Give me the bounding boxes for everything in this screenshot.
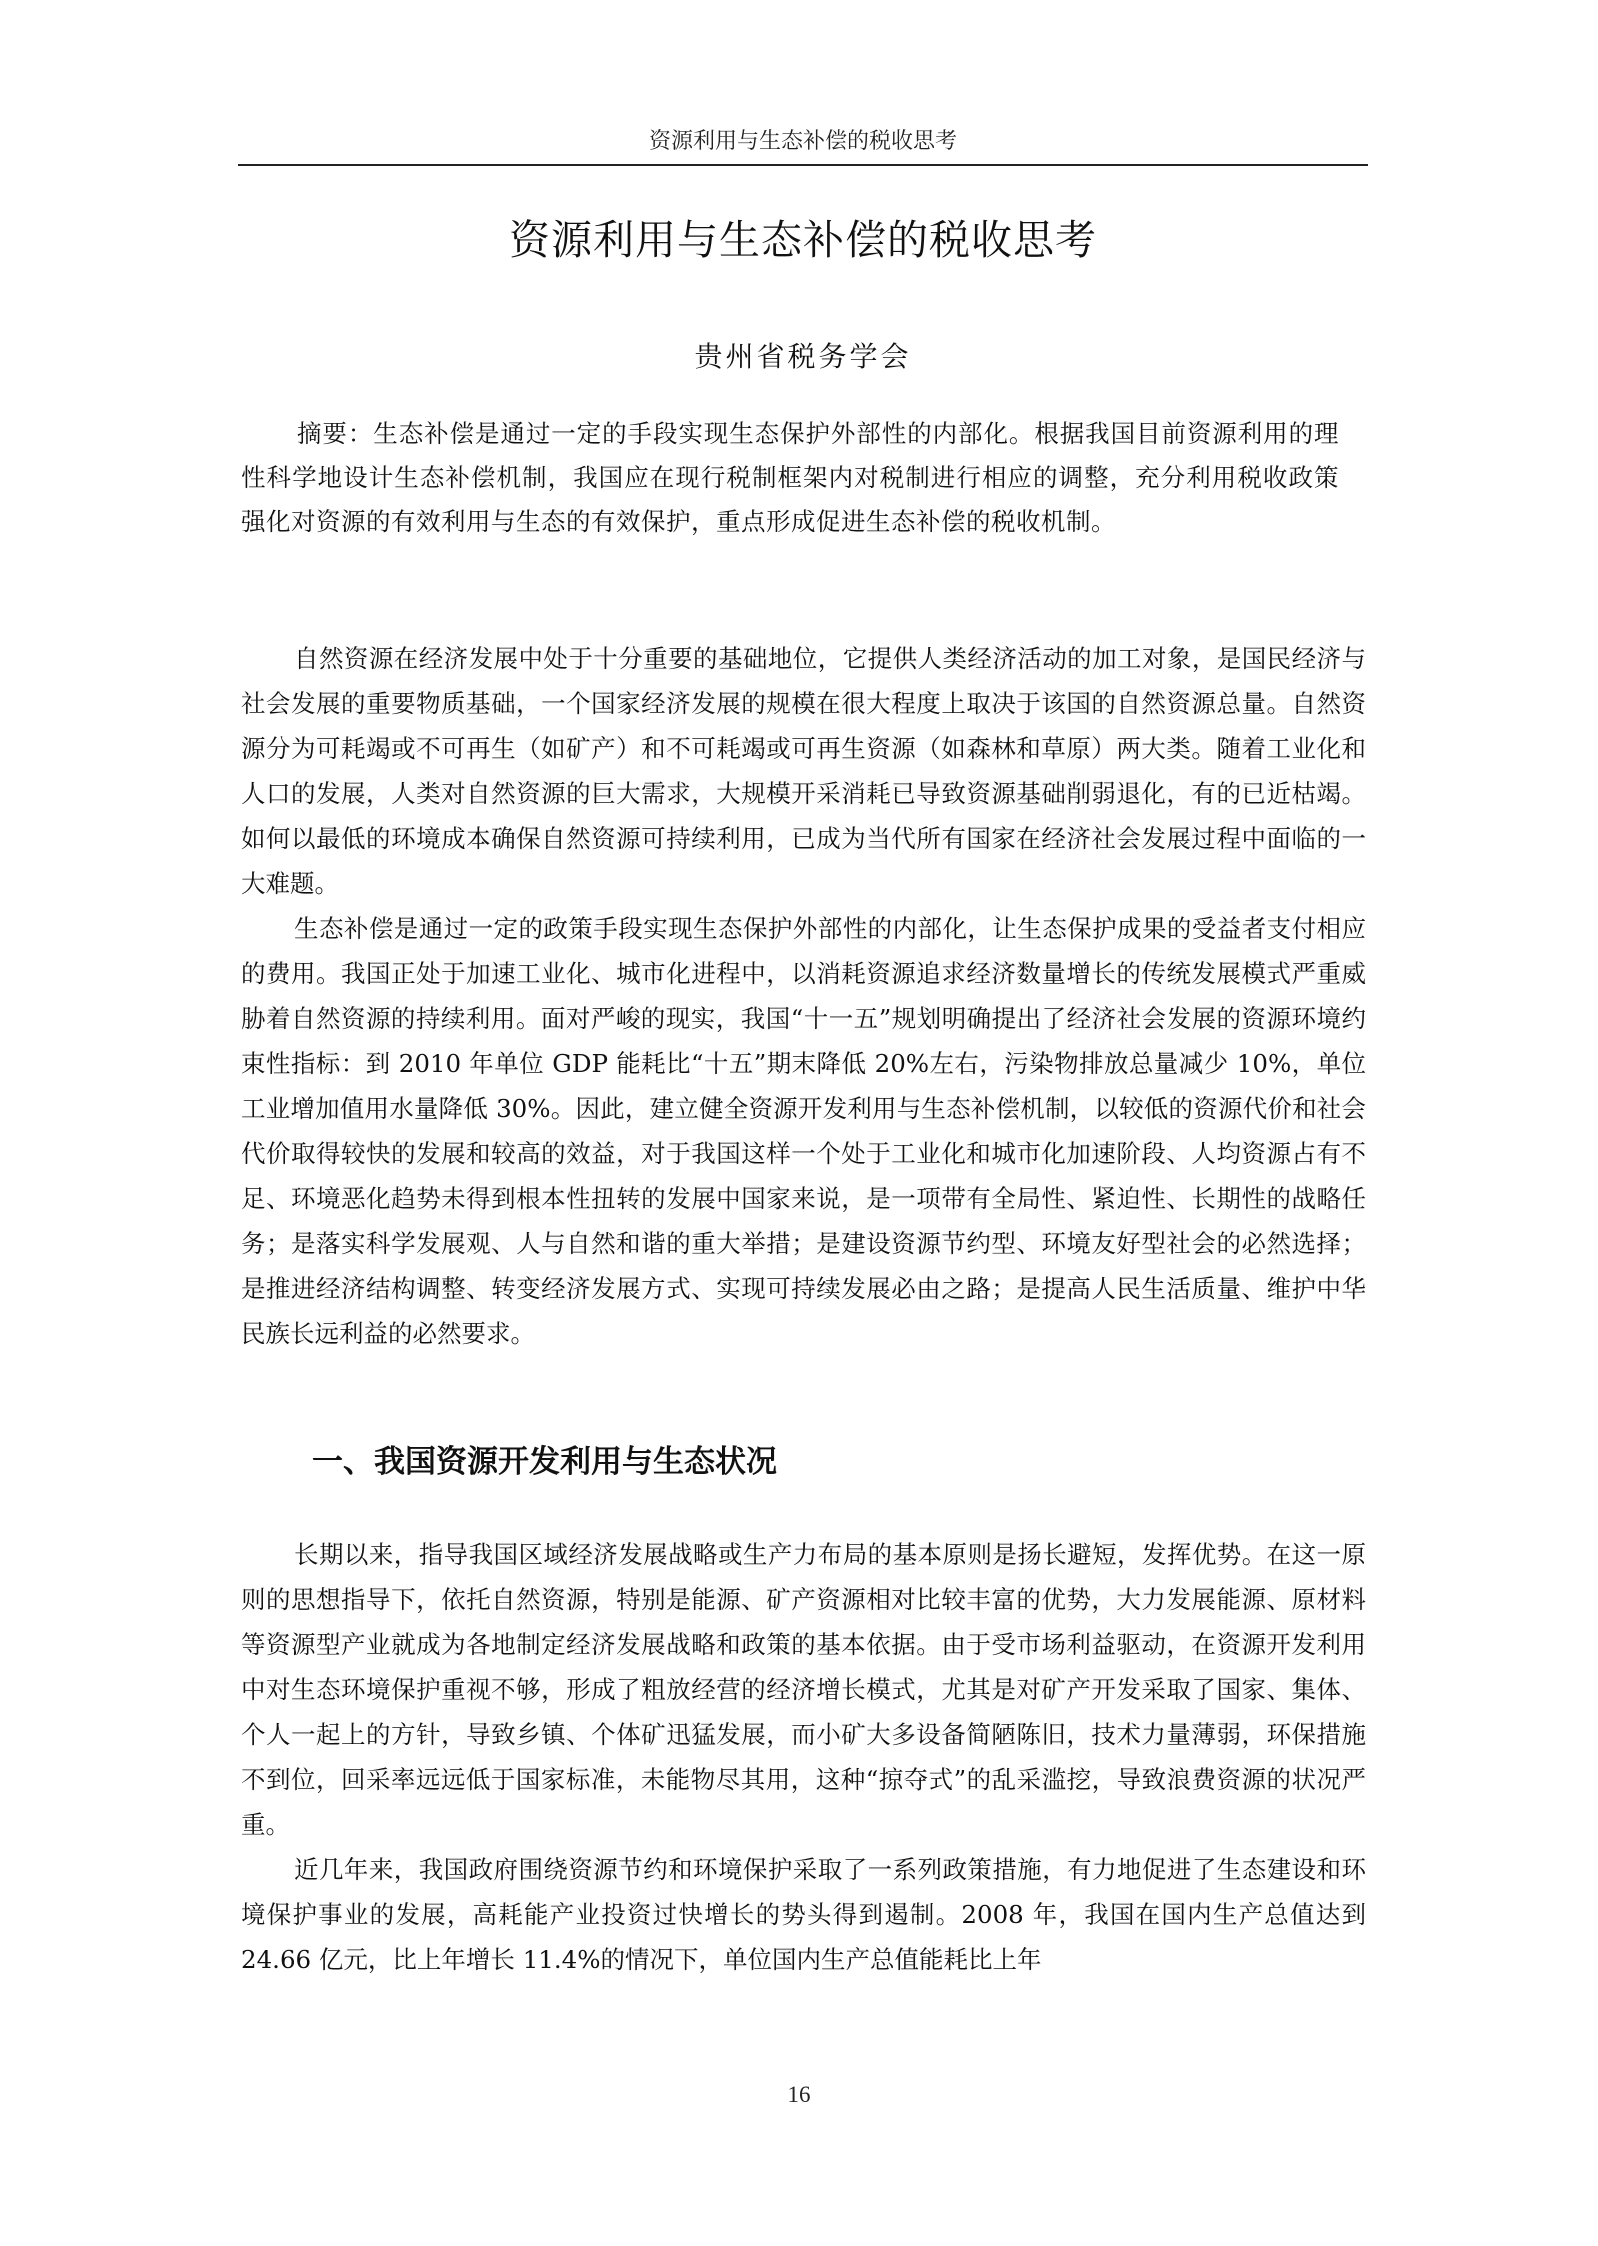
running-header: 资源利用与生态补偿的税收思考 — [238, 124, 1368, 166]
section-heading: 一、我国资源开发利用与生态状况 — [312, 1444, 777, 1480]
intro-section — [241, 636, 1366, 1356]
section-paragraph: 长期以来，指导我国区域经济发展战略或生产力布局的基本原则是扬长避短，发挥优势。在这一原则的思想指导下，依托自然资源，特别是能源、矿产资源相对比较丰富的优势，大力发展能源、原材料等资源型产业就成为各地制定经济发展战略和政策的基本依据。由于受市场利益驱动，在资源开发利用中对生态环境保护重视不够，形成了粗放经营的经济增长模式，尤其是对矿产开发采取了国家、集体、个人一起上的方针，导致乡镇、个体矿迅猛发展，而小矿大多设备简陋陈旧，技术力量薄弱，环保措施不到位，回采率远远低于国家标准，未能物尽其用，这种“掠夺式”的乱采滥挖，导致浪费资源的状况严重。 — [241, 1540, 1366, 1839]
abstract — [241, 412, 1339, 544]
section-body — [241, 1532, 1366, 1982]
intro-paragraph: 生态补偿是通过一定的政策手段实现生态保护外部性的内部化，让生态保护成果的受益者支付相应的费用。我国正处于加速工业化、城市化进程中，以消耗资源追求经济数量增长的传统发展模式严重威胁着自然资源的持续利用。面对严峻的现实，我国“十一五”规划明确提出了经济社会发展的资源环境约束性指标：到 2010 年单位 GDP 能耗比“十五”期末降低 20%左右，污染物排放总量减少 10%，单位工业增加值用水量降低 30%。因此，建立健全资源开发利用与生态补偿机制，以较低的资源代价和社会代价取得较快的发展和较高的效益，对于我国这样一个处于工业化和城市化加速阶段、人均资源占有不足、环境恶化趋势未得到根本性扭转的发展中国家来说，是一项带有全局性、紧迫性、长期性的战略任务；是落实科学发展观、人与自然和谐的重大举措；是建设资源节约型、环境友好型社会的必然选择；是推进经济结构调整、转变经济发展方式、实现可持续发展必由之路；是提高人民生活质量、维护中华民族长远利益的必然要求。 — [241, 914, 1366, 1348]
section-paragraph: 近几年来，我国政府围绕资源节约和环境保护采取了一系列政策措施，有力地促进了生态建设和环境保护事业的发展，高耗能产业投资过快增长的势头得到遏制。2008 年，我国在国内生产总值达到 24.66 亿元，比上年增长 11.4%的情况下，单位国内生产总值能耗比上年 — [241, 1855, 1366, 1974]
article-title: 资源利用与生态补偿的税收思考 — [509, 216, 1097, 264]
abstract-text: 摘要：生态补偿是通过一定的手段实现生态保护外部性的内部化。根据我国目前资源利用的理性科学地设计生态补偿机制，我国应在现行税制框架内对税制进行相应的调整，充分利用税收政策强化对资源的有效利用与生态的有效保护，重点形成促进生态补偿的税收机制。 — [241, 419, 1339, 536]
intro-paragraph: 自然资源在经济发展中处于十分重要的基础地位，它提供人类经济活动的加工对象，是国民经济与社会发展的重要物质基础，一个国家经济发展的规模在很大程度上取决于该国的自然资源总量。自然资源分为可耗竭或不可再生（如矿产）和不可耗竭或可再生资源（如森林和草原）两大类。随着工业化和人口的发展，人类对自然资源的巨大需求，大规模开采消耗已导致资源基础削弱退化，有的已近枯竭。如何以最低的环境成本确保自然资源可持续利用，已成为当代所有国家在经济社会发展过程中面临的一大难题。 — [241, 644, 1366, 898]
author-line: 贵州省税务学会 — [694, 340, 912, 373]
page-number: 16 — [787, 2082, 811, 2107]
